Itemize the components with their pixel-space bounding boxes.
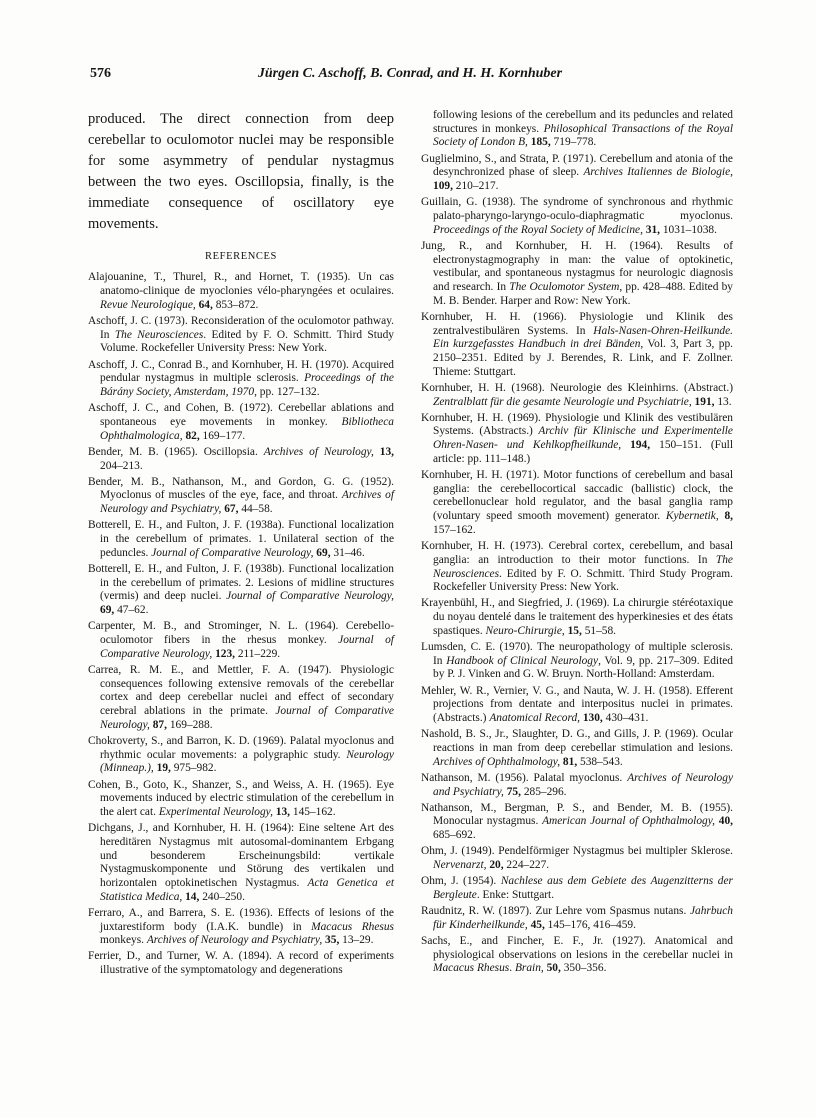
plain-text: Guglielmino, S., and Strata, P. (1971). Cerebellum and atonia of the desynchronized phase of sleep. bbox=[421, 152, 733, 179]
plain-text: 169–288. bbox=[169, 718, 213, 731]
reference-continuation bbox=[421, 109, 733, 150]
plain-text: Carrea, R. M. E., and Mettler, F. A. (1947). Physiologic consequences following extensive removals of the cerebellar cortex and deep cerebellar nuclei and effect of secondary cerebral ablations in the primate. bbox=[88, 663, 394, 718]
references-list-right bbox=[421, 153, 733, 977]
plain-text: 240–250. bbox=[202, 890, 245, 903]
reference-item bbox=[88, 359, 394, 400]
reference-item bbox=[421, 728, 733, 769]
left-column bbox=[88, 109, 394, 980]
plain-text: monkeys. bbox=[100, 934, 147, 947]
italic-text: Kybernetik, bbox=[665, 510, 725, 523]
reference-item bbox=[88, 271, 394, 312]
reference-item bbox=[421, 685, 733, 726]
plain-text: . Enke: Stuttgart. bbox=[476, 888, 555, 901]
reference-item bbox=[421, 311, 733, 380]
reference-item bbox=[88, 620, 394, 661]
italic-text: Acta Genetica et Statistica Medica, bbox=[100, 876, 394, 903]
reference-item bbox=[88, 664, 394, 733]
reference-item bbox=[421, 412, 733, 467]
reference-item bbox=[88, 779, 394, 820]
bold-text: 35, bbox=[325, 934, 343, 947]
references-list-left bbox=[88, 271, 394, 977]
plain-text: 150–151. (Full article: pp. 111–148.) bbox=[433, 439, 734, 465]
bold-text: 50, bbox=[546, 962, 564, 975]
reference-item bbox=[88, 950, 394, 977]
reference-item bbox=[88, 907, 394, 948]
italic-text: Handbook of Clinical Neurology bbox=[446, 654, 599, 667]
italic-text: Zentralblatt für die gesamte Neurologie und Psychiatrie, bbox=[433, 395, 695, 408]
bold-text: 67, bbox=[224, 503, 242, 516]
italic-text: American Journal of Ophthalmology, bbox=[542, 815, 719, 828]
reference-item bbox=[88, 519, 394, 560]
italic-text: Nachlese aus dem Gebiete des Augenzitterns der Bergleute bbox=[433, 875, 733, 901]
plain-text: 145–176, 416–459. bbox=[547, 918, 636, 931]
plain-text: Kornhuber, H. H. (1969). Physiologie und Klinik des vestibulären Systems. (Abstracts.) bbox=[421, 411, 733, 438]
bold-text: 69, bbox=[316, 546, 334, 559]
plain-text: 47–62. bbox=[117, 604, 149, 617]
italic-text: The Neurosciences bbox=[114, 328, 204, 341]
references-heading: REFERENCES bbox=[205, 251, 277, 263]
plain-text: Ohm, J. (1954). bbox=[421, 875, 501, 888]
plain-text: . Edited by F. O. Schmitt. Third Study Volume. Rockefeller University Press: New York. bbox=[100, 328, 394, 355]
bold-text: 82, bbox=[185, 429, 203, 442]
plain-text: Bender, M. B. (1965). Oscillopsia. bbox=[88, 445, 264, 458]
plain-text: Botterell, E. H., and Fulton, J. F. (1938b). Functional localization in the cerebellum of primates. 2. Lesions of midline structures (vermis) and deep nuclei. bbox=[88, 563, 394, 603]
plain-text: Kornhuber, H. H. (1966). Physiologie und Klinik des zentralvestibulären Systems. In bbox=[421, 310, 733, 337]
italic-text: The Neurosciences bbox=[433, 553, 733, 580]
plain-text: Sachs, E., and Fincher, E. F., Jr. (1927). Anatomical and physiological observations on lesions in the cerebellar nuclei in bbox=[421, 935, 733, 961]
italic-text: Proceedings of the Bárány Society, Amsterdam, 1970 bbox=[100, 372, 394, 399]
bold-text: 8, bbox=[724, 510, 733, 523]
reference-item bbox=[421, 240, 733, 309]
plain-text: Ohm, J. (1949). Pendelförmiger Nystagmus bei multipler Sklerose. bbox=[421, 845, 733, 858]
plain-text: 44–58. bbox=[241, 503, 273, 516]
plain-text: 719–778. bbox=[553, 136, 597, 149]
bold-text: 13, bbox=[379, 445, 395, 458]
plain-text: Guillain, G. (1938). The syndrome of synchronous and rhythmic palato-pharyngo-laryngo-oculo-diaphragmatic myoclonus. bbox=[421, 196, 733, 222]
italic-text: Anatomical Record, bbox=[489, 712, 583, 725]
plain-text: Ferraro, A., and Barrera, S. E. (1936). Effects of lesions of the juxtarestiform body (I.A.K. bundle) in bbox=[88, 906, 394, 933]
plain-text: 350–356. bbox=[563, 962, 607, 975]
bold-text: 15, bbox=[567, 624, 585, 637]
reference-item bbox=[421, 641, 733, 682]
bold-text: 130, bbox=[582, 712, 606, 725]
plain-text: Mehler, W. R., Vernier, V. G., and Nauta, W. J. H. (1958). Efferent projections from dentate and interpositus nuclei in primates. (Abstracts.) bbox=[421, 684, 733, 725]
bold-text: 13, bbox=[275, 805, 293, 818]
italic-text: Journal of Comparative Neurology, bbox=[100, 705, 394, 731]
italic-text: Neurology (Minneap.), bbox=[100, 748, 394, 775]
plain-text: Bender, M. B., Nathanson, M., and Gordon, G. G. (1952). Myoclonus of muscles of the eye, face, and throat. bbox=[88, 475, 394, 502]
italic-text: Journal of Comparative Neurology, bbox=[100, 634, 394, 660]
italic-text: Hals-Nasen-Ohren-Heilkunde. Ein kurzgefasstes Handbuch in drei Bänden bbox=[433, 324, 733, 351]
bold-text: 87, bbox=[152, 718, 170, 731]
bold-text: 19, bbox=[156, 762, 174, 775]
plain-text: . Edited by F. O. Schmitt. Third Study Program. Rockefeller University Press: New York. bbox=[433, 567, 733, 594]
plain-text: Cohen, B., Goto, K., Shanzer, S., and Weiss, A. H. (1965). Eye movements induced by electric stimulation of the cerebellum in the alert cat. bbox=[88, 778, 394, 818]
bold-text: 20, bbox=[489, 859, 507, 872]
reference-item bbox=[421, 905, 733, 932]
plain-text: 13–29. bbox=[342, 934, 374, 947]
plain-text: 13. bbox=[717, 395, 732, 408]
italic-text: Experimental Neurology, bbox=[158, 805, 276, 818]
plain-text: 430–431. bbox=[605, 712, 649, 725]
plain-text: Dichgans, J., and Kornhuber, H. H. (1964): Eine seltene Art des hereditären Nystagmus mit autosomal-dominantem Erbgang und besonderem Erscheinungsbild: vertikale Nystagmuskomponente und Störung des vertikalen und horizontalen optokinetischen Nystagmus. bbox=[88, 822, 394, 889]
italic-text: Archives of Neurology and Psychiatry, bbox=[433, 771, 733, 798]
italic-text: Philosophical Transactions of the Royal Society of London B, bbox=[433, 122, 733, 149]
italic-text: Journal of Comparative Neurology, bbox=[226, 590, 395, 603]
plain-text: Jung, R., and Kornhuber, H. H. (1964). Results of electronystagmography in man: the value of optokinetic, vestibular, and spontaneous nystagmus for neurologic diagnosis and research. In bbox=[421, 239, 733, 293]
plain-text: Kornhuber, H. H. (1973). Cerebral cortex, cerebellum, and basal ganglia: an introduction to their motor functions. In bbox=[421, 540, 733, 566]
plain-text: Lumsden, C. E. (1970). The neuropathology of multiple sclerosis. In bbox=[421, 641, 733, 667]
plain-text: 285–296. bbox=[523, 785, 567, 798]
italic-text: Nervenarzt, bbox=[433, 859, 490, 872]
italic-text: Neuro-Chirurgie, bbox=[485, 624, 568, 637]
plain-text: 211–229. bbox=[237, 647, 281, 660]
plain-text: 1031–1038. bbox=[662, 223, 717, 236]
bold-text: 123, bbox=[215, 647, 238, 660]
bold-text: 40, bbox=[718, 815, 733, 828]
plain-text: Aschoff, J. C., Conrad B., and Kornhuber, H. H. (1970). Acquired pendular nystagmus in multiple sclerosis. bbox=[88, 358, 394, 385]
italic-text: Macacus Rhesus bbox=[311, 920, 394, 933]
italic-text: Archives of Ophthalmology, bbox=[433, 755, 563, 768]
bold-text: 45, bbox=[530, 918, 548, 931]
reference-item bbox=[421, 540, 733, 595]
plain-text: Ferrier, D., and Turner, W. A. (1894). A record of experiments illustrative of the symptomatology and degenerations bbox=[88, 950, 394, 977]
reference-item bbox=[88, 446, 394, 473]
plain-text: Krayenbühl, H., and Siegfried, J. (1969). La chirurgie stéréotaxique du noyau dentelé dans le traitement des hyperkinesies et des états spastiques. bbox=[421, 597, 733, 637]
plain-text: Kornhuber, H. H. (1971). Motor functions of cerebellum and basal ganglia: the cerebellocortical saccadic (ballistic) clock, the cerebellonuclear hold regulator, and the basal ganglia ramp (voluntary speed smooth movement) generator. bbox=[421, 469, 733, 523]
reference-item bbox=[88, 563, 394, 618]
plain-text: 31–46. bbox=[333, 546, 365, 559]
bold-text: 64, bbox=[198, 298, 216, 311]
plain-text: , Vol. 3, Part 3, pp. 2150–2351. Edited by J. Berendes, R. Link, and F. Zollner. Thieme: Stuttgart. bbox=[433, 338, 733, 378]
bold-text: 109, bbox=[433, 180, 456, 193]
italic-text: Archives of Neurology and Psychiatry, bbox=[100, 489, 394, 516]
italic-text: Macacus Rhesus bbox=[433, 962, 510, 975]
reference-item bbox=[421, 382, 733, 409]
reference-item bbox=[88, 476, 394, 517]
plain-text: 204–213. bbox=[100, 459, 143, 472]
running-title: Jürgen C. Aschoff, B. Conrad, and H. H. Kornhuber bbox=[257, 66, 563, 81]
plain-text: 975–982. bbox=[173, 762, 217, 775]
bold-text: 69, bbox=[100, 604, 118, 617]
reference-item bbox=[421, 153, 733, 194]
reference-item bbox=[421, 772, 733, 799]
reference-item bbox=[421, 845, 733, 872]
italic-text: Proceedings of the Royal Society of Medicine, bbox=[433, 223, 646, 236]
reference-item bbox=[421, 469, 733, 538]
plain-text: Nathanson, M., Bergman, P. S., and Bender, M. B. (1955). Monocular nystagmus. bbox=[421, 801, 733, 828]
plain-text: 157–162. bbox=[433, 523, 476, 536]
italic-text: Archives of Neurology, bbox=[263, 445, 380, 458]
plain-text: 685–692. bbox=[433, 829, 476, 842]
bold-text: 194, bbox=[630, 439, 660, 452]
italic-text: Archiv für Klinische und Experimentelle Ohren-Nasen- und Kehlkopfheilkunde, bbox=[433, 425, 733, 452]
italic-text: Revue Neurologique, bbox=[100, 298, 199, 311]
page-header bbox=[88, 66, 732, 86]
plain-text: following lesions of the cerebellum and its peduncles and related structures in monkeys. bbox=[433, 109, 733, 135]
reference-item bbox=[421, 196, 733, 237]
right-column bbox=[421, 109, 733, 979]
plain-text: , Vol. 9, pp. 217–309. Edited by P. J. Vinken and G. W. Bruyn. North-Holland: Amsterdam. bbox=[433, 654, 733, 681]
reference-item bbox=[421, 597, 733, 638]
plain-text: 538–543. bbox=[580, 755, 623, 768]
plain-text: 853–872. bbox=[215, 298, 259, 311]
plain-text: Chokroverty, S., and Barron, K. D. (1969). Palatal myoclonus and rhythmic ocular movements: a polygraphic study. bbox=[88, 734, 394, 761]
plain-text: Carpenter, M. B., and Strominger, N. L. (1964). Cerebello-oculomotor fibers in the rhesus monkey. bbox=[88, 620, 394, 647]
plain-text: , pp. 428–488. Edited by M. B. Bender. Harper and Row: New York. bbox=[433, 280, 733, 307]
plain-text: 224–227. bbox=[506, 859, 550, 872]
plain-text: Aschoff, J. C. (1973). Reconsideration of the oculomotor pathway. In bbox=[88, 315, 394, 341]
bold-text: 81, bbox=[562, 755, 581, 768]
italic-text: Journal of Comparative Neurology, bbox=[151, 546, 317, 559]
italic-text: Jahrbuch für Kinderheilkunde, bbox=[433, 905, 733, 931]
closing-paragraph: produced. The direct connection from deep cerebellar to oculomotor nuclei may be responsible for some asymmetry of pendular nystagmus between the two eyes. Oscillopsia, finally, is the immediate consequence of oscillatory eye movements. bbox=[88, 111, 394, 232]
reference-item bbox=[421, 802, 733, 843]
plain-text: Kornhuber, H. H. (1968). Neurologie des Kleinhirns. (Abstract.) bbox=[421, 381, 733, 394]
plain-text: . bbox=[509, 962, 515, 975]
bold-text: 185, bbox=[530, 136, 554, 149]
reference-item bbox=[88, 402, 394, 443]
reference-item bbox=[421, 875, 733, 902]
plain-text: Alajouanine, T., Thurel, R., and Hornet, T. (1935). Un cas anatomo-clinique de myoclonies vélo-pharyngées et oculaires. bbox=[88, 271, 394, 298]
plain-text: Nashold, B. S., Jr., Slaughter, D. G., and Gills, J. P. (1969). Ocular reactions in man from deep cerebellar stimulation and lesions. bbox=[421, 728, 733, 754]
italic-text: The Oculomotor System bbox=[509, 280, 620, 293]
plain-text: 169–177. bbox=[202, 429, 246, 442]
italic-text: Bibliotheca Ophthalmologica, bbox=[100, 415, 394, 442]
plain-text: 210–217. bbox=[455, 180, 499, 193]
italic-text: Archives of Neurology and Psychiatry, bbox=[146, 934, 326, 947]
plain-text: 145–162. bbox=[292, 805, 336, 818]
plain-text: Raudnitz, R. W. (1897). Zur Lehre vom Spasmus nutans. bbox=[421, 905, 690, 918]
italic-text: Brain, bbox=[514, 962, 547, 975]
plain-text: Nathanson, M. (1956). Palatal myoclonus. bbox=[421, 771, 628, 784]
bold-text: 31, bbox=[645, 223, 663, 236]
plain-text: Aschoff, J. C., and Cohen, B. (1972). Cerebellar ablations and spontaneous eye movements in monkey. bbox=[88, 402, 394, 428]
page-number: 576 bbox=[90, 66, 111, 81]
bold-text: 14, bbox=[185, 890, 203, 903]
bold-text: 75, bbox=[506, 785, 524, 798]
reference-item bbox=[421, 935, 733, 976]
reference-item bbox=[88, 315, 394, 356]
plain-text: 51–58. bbox=[584, 624, 617, 637]
plain-text: , pp. 127–132. bbox=[254, 386, 320, 399]
reference-item bbox=[88, 822, 394, 904]
plain-text: Botterell, E. H., and Fulton, J. F. (1938a). Functional localization in the cerebellum of primates. 1. Unilateral section of the peduncles. bbox=[88, 519, 394, 559]
bold-text: 191, bbox=[694, 395, 718, 408]
reference-item bbox=[88, 735, 394, 776]
italic-text: Archives Italiennes de Biologie, bbox=[583, 166, 733, 179]
